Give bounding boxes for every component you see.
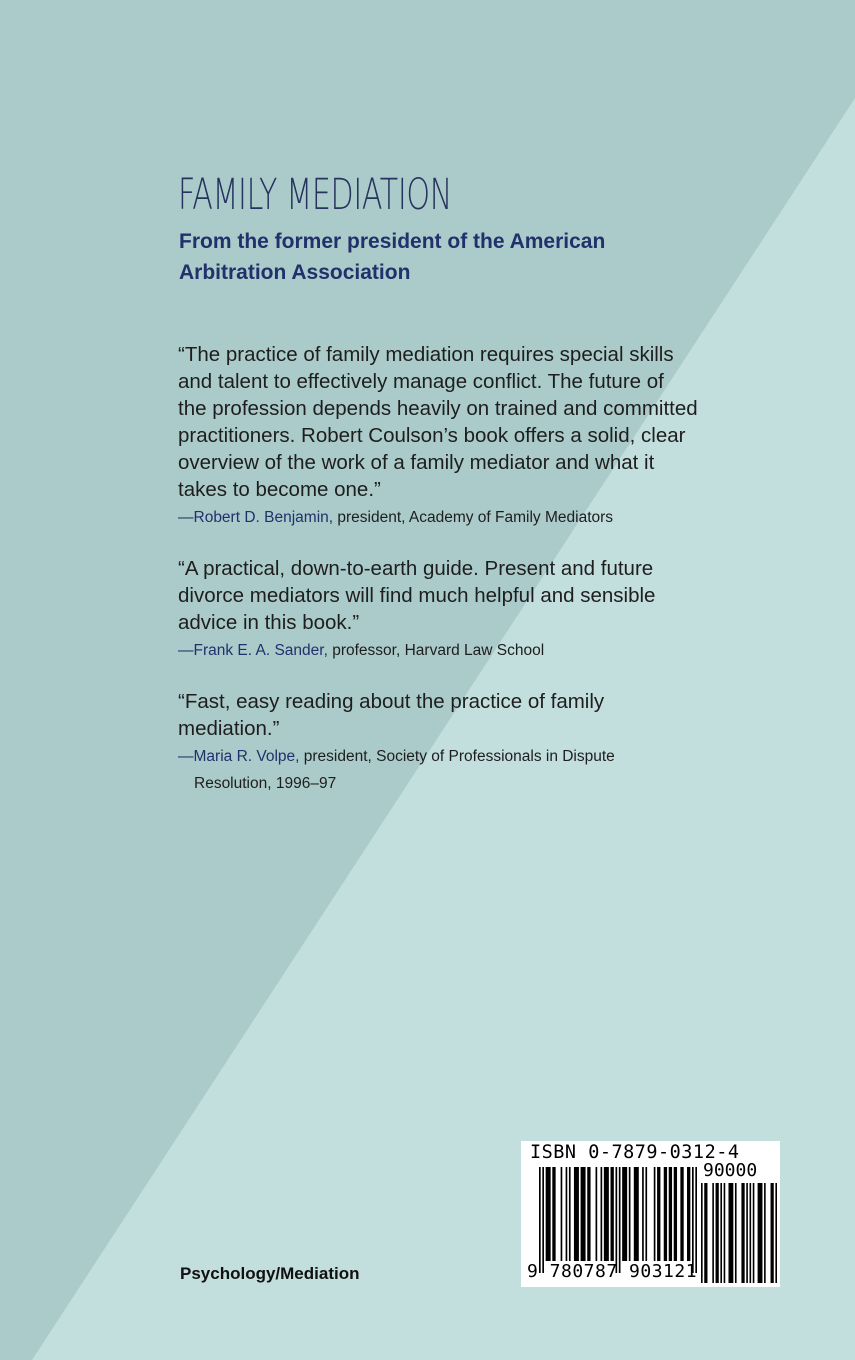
blurb-quote: “The practice of family mediation requires special skills and talent to effectively manage conflict. The future of the profession depends heavily on trained and committed practitioners. Robert Coulson’s book offers a solid, clear overview of the work of a family mediator and what it takes to become one.” — [178, 343, 698, 501]
barcode-bar — [611, 1167, 614, 1261]
isbn-barcode — [521, 1141, 780, 1287]
blurb-author: —Robert D. Benjamin, — [178, 509, 334, 526]
barcode-bar — [712, 1183, 714, 1283]
blurb-attribution — [178, 504, 698, 531]
barcode-bar — [775, 1183, 777, 1283]
barcode-bar — [764, 1183, 766, 1283]
barcode-bar — [574, 1167, 579, 1261]
blurb-quote: “A practical, down-to-earth guide. Present and future divorce mediators will find much helpful and sensible advice in this book.” — [178, 557, 656, 634]
barcode-bar — [680, 1167, 683, 1261]
barcode-bar — [654, 1167, 656, 1261]
blurb-author-role: president, Academy of Family Mediators — [333, 509, 614, 526]
blurb-quote: “Fast, easy reading about the practice of family mediation.” — [178, 690, 605, 740]
barcode-bar — [619, 1167, 621, 1273]
barcode-bar — [546, 1167, 551, 1261]
barcode-bar — [616, 1167, 618, 1273]
barcode-bar — [692, 1167, 694, 1273]
book-title: FAMILY MEDIATION — [178, 170, 452, 220]
barcode-bar — [724, 1183, 726, 1283]
blurb-attribution — [178, 637, 698, 664]
barcode-bar — [581, 1167, 586, 1261]
addon-bars — [701, 1183, 777, 1283]
book-subtitle: From the former president of the American Arbitration Association — [179, 230, 606, 284]
barcode-bar — [735, 1183, 737, 1283]
barcode-bar — [664, 1167, 667, 1261]
barcode-bar — [542, 1167, 544, 1273]
barcode-bar — [746, 1183, 748, 1283]
barcode-bar — [669, 1167, 672, 1261]
blurb-author: —Maria R. Volpe, — [178, 748, 300, 765]
barcode-bar — [552, 1167, 555, 1261]
barcode-bar — [629, 1167, 631, 1261]
barcode-bar — [753, 1183, 755, 1283]
barcode-bar — [596, 1167, 598, 1261]
barcode-bar — [587, 1167, 590, 1261]
barcode-bar — [566, 1167, 568, 1261]
ean13-bars — [539, 1167, 697, 1273]
barcode-bar — [642, 1167, 644, 1261]
blurb-attribution — [178, 743, 698, 797]
barcode-bar — [561, 1167, 563, 1261]
barcode-bar — [539, 1167, 541, 1273]
blurb-author: —Frank E. A. Sander, — [178, 642, 328, 659]
category-label: Psychology/Mediation — [180, 1264, 360, 1283]
price-code: 90000 — [703, 1160, 758, 1181]
barcode-bar — [720, 1183, 722, 1283]
isbn-number: ISBN 0-7879-0312-4 — [530, 1142, 740, 1163]
barcode-bar — [728, 1183, 733, 1283]
barcode-bar — [645, 1167, 647, 1261]
barcode-bar — [604, 1167, 609, 1261]
barcode-bar — [674, 1167, 677, 1261]
barcode-bar — [657, 1167, 660, 1261]
barcode-bar — [622, 1167, 627, 1261]
barcode-bar — [758, 1183, 763, 1283]
ean-digits: 9 780787 903121 — [527, 1261, 698, 1282]
barcode-bar — [741, 1183, 744, 1283]
barcode-bar — [601, 1167, 603, 1261]
barcode-bar — [771, 1183, 774, 1283]
barcode-bar — [569, 1167, 571, 1261]
blurb-author-role: president, Society of Professionals in Dispute — [299, 748, 615, 765]
barcode-bar — [695, 1167, 697, 1273]
blurb-author-role-continued: Resolution, 1996–97 — [194, 775, 337, 792]
blurb-author-role: professor, Harvard Law School — [327, 642, 545, 659]
barcode-bar — [750, 1183, 752, 1283]
barcode-bar — [716, 1183, 719, 1283]
barcode-bar — [687, 1167, 690, 1261]
barcode-bar — [634, 1167, 639, 1261]
